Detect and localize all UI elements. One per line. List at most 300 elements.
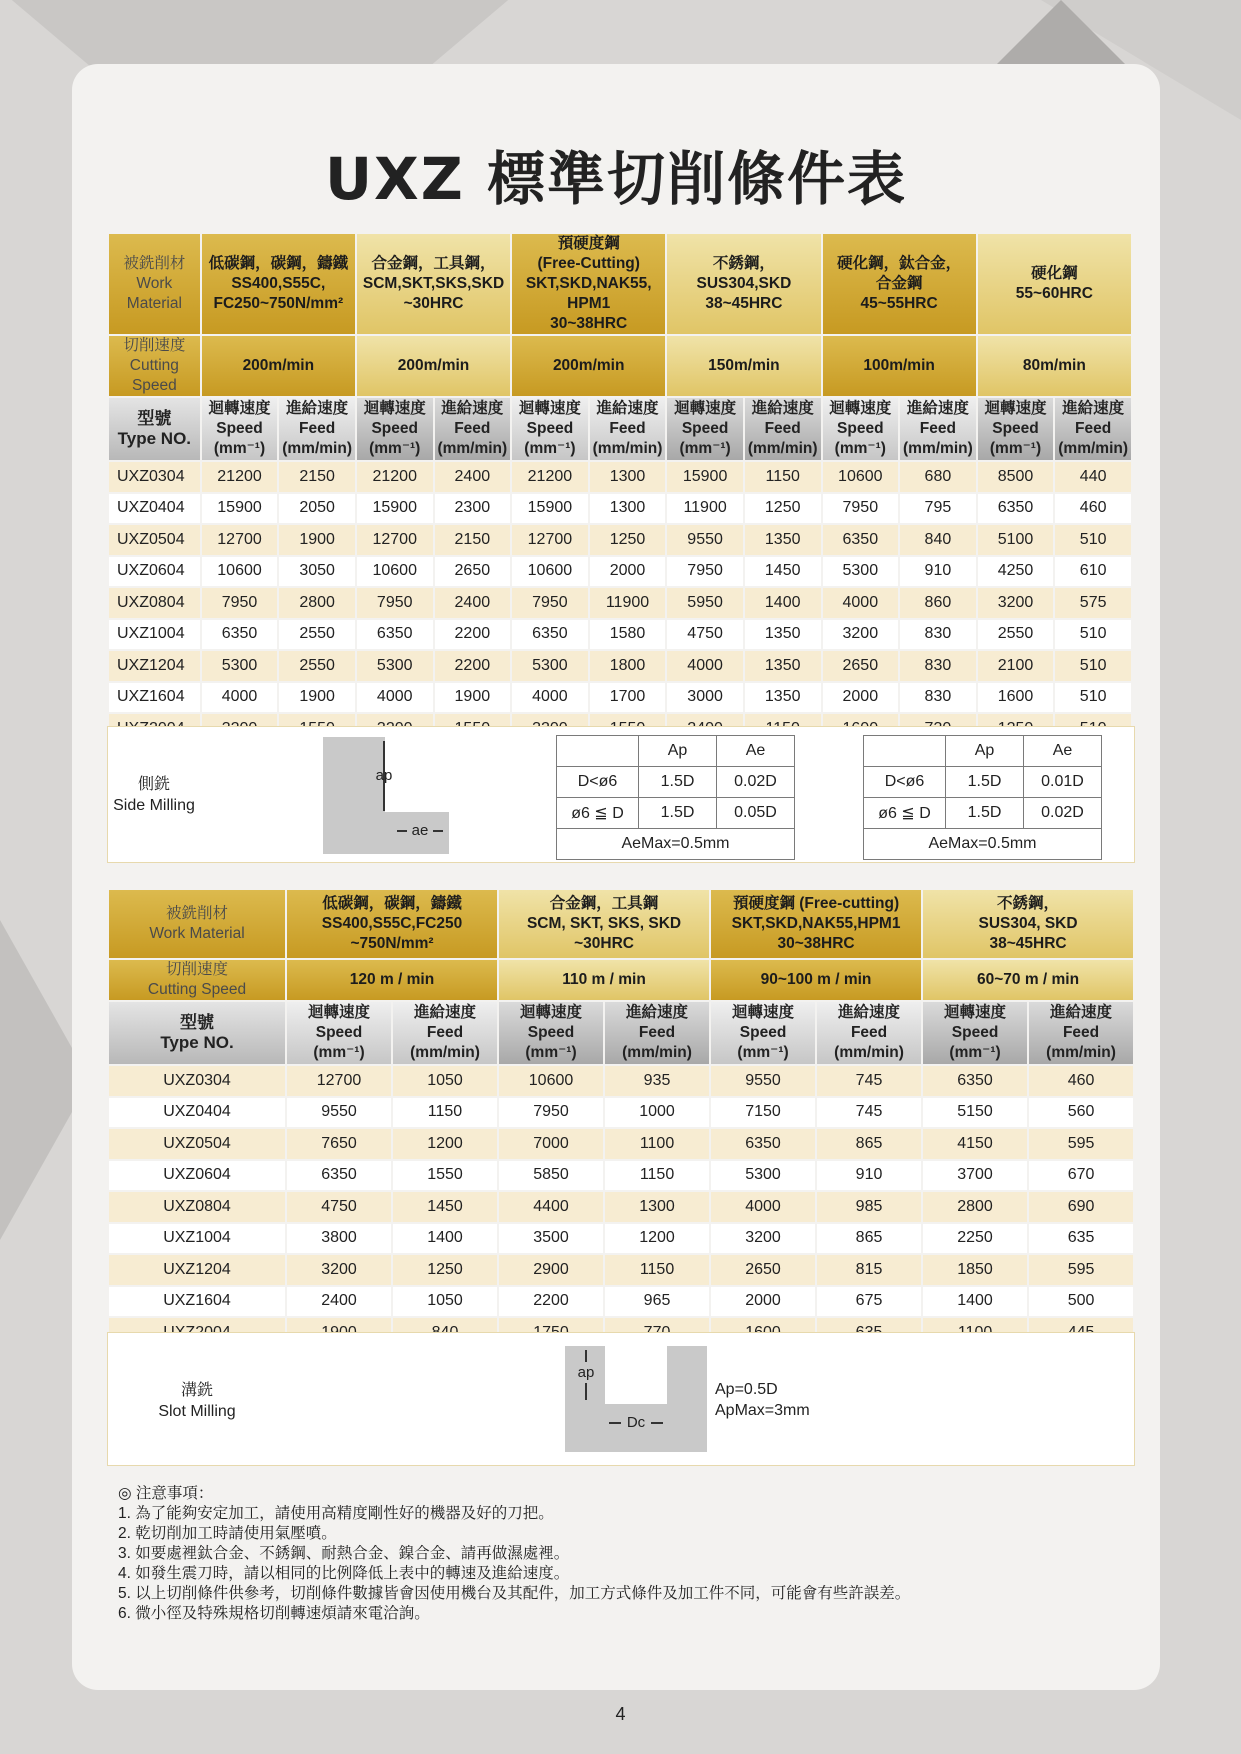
material-header-cell [498,889,710,959]
cell-line: (mm⁻¹) [737,1044,789,1061]
cell-line: 30~38HRC [550,315,628,332]
table-row [108,493,1132,525]
cell-line: Speed [739,1024,787,1041]
speed-value-cell: 2650 [710,1254,816,1286]
feed-column-header [589,397,667,461]
cell-line: HPM1 [567,295,611,312]
cell-line: SUS304, SKD [978,915,1078,932]
feed-value-cell: 1450 [744,556,822,588]
feed-value-cell: 510 [1054,682,1132,714]
type-no-cell: UXZ1604 [108,1286,286,1318]
type-no-cell: UXZ0404 [108,493,201,525]
cell-line: 迴轉速度 [984,400,1047,417]
cell-line: 進給速度 [596,400,659,417]
work-material-label [108,233,201,335]
speed-value-cell: 6350 [822,524,900,556]
note-item: 1. 為了能夠安定加工，請使用高精度剛性好的機器及好的刀把。 [118,1505,554,1522]
ae-max-note: AeMax=0.5mm [557,829,795,860]
cutting-speed-label [108,959,286,1001]
feed-value-cell: 1300 [604,1191,710,1223]
feed-value-cell: 11900 [589,587,667,619]
speed-value-cell: 4750 [666,619,744,651]
table-row [108,1191,1134,1223]
speed-value-cell: 5300 [822,556,900,588]
type-no-cell: UXZ0804 [108,1191,286,1223]
feed-value-cell: 1900 [434,682,512,714]
feed-column-header [278,397,356,461]
speed-value-cell: 2100 [977,650,1055,682]
feed-value-cell: 1050 [392,1065,498,1097]
cell-line: (mm⁻¹) [524,440,576,457]
speed-value-cell: 15900 [356,493,434,525]
speed-value-cell: 3800 [286,1223,392,1255]
feed-value-cell: 910 [899,556,977,588]
cell-line: (Free-Cutting) [537,255,640,272]
cell-line: Feed [638,1024,676,1041]
cutting-speed-cell: 100m/min [822,335,977,397]
cell-line: 合金鋼，工具鋼， [371,255,496,272]
feed-column-header [434,397,512,461]
cell-line: Feed [1075,420,1112,437]
feed-value-cell: 1150 [744,461,822,493]
speed-value-cell: 21200 [511,461,589,493]
cell-line: Feed [299,420,336,437]
cell-line: (mm⁻¹) [313,1044,365,1061]
mini-footer-row [864,829,1102,860]
cell-line: Speed [131,377,177,394]
mini-header-row [864,736,1102,767]
speed-column-header [356,397,434,461]
speed-value-cell: 7950 [822,493,900,525]
speed-value-cell: 2200 [498,1286,604,1318]
mini-cell: 0.02D [717,767,795,798]
feed-value-cell: 745 [816,1065,922,1097]
speed-value-cell: 2800 [922,1191,1028,1223]
cell-line: Feed [454,420,491,437]
cell-line: (mm⁻¹) [369,440,421,457]
type-no-cell: UXZ1004 [108,619,201,651]
material-header-cell [286,889,498,959]
speed-value-cell: 5850 [498,1160,604,1192]
speed-value-cell: 15900 [511,493,589,525]
speed-value-cell: 4000 [201,682,279,714]
dc-dimension-label: Dc [621,1412,651,1433]
cell-line: 進給速度 [441,400,504,417]
cell-line: ~30HRC [403,295,464,312]
cell-line: 迴轉速度 [518,400,581,417]
mini-header-cell: Ae [717,736,795,767]
cell-line: 預硬度鋼 (Free-cutting) [732,895,900,912]
cell-line: 30~38HRC [777,935,855,952]
cell-line: (mm/min) [834,1044,904,1061]
feed-value-cell: 460 [1028,1065,1134,1097]
mini-cell: D<ø6 [864,767,946,798]
slot-milling-diagram-area [107,1332,1135,1466]
material-header-row [108,889,1134,959]
speed-value-cell: 4000 [822,587,900,619]
slot-milling-notes: Ap=0.5D ApMax=3mm [715,1381,810,1419]
table-row [108,682,1132,714]
ap-dimension-label: ap [573,1362,599,1383]
cell-line: (mm/min) [1058,440,1129,457]
feed-value-cell: 865 [816,1128,922,1160]
feed-value-cell: 1250 [744,493,822,525]
speed-value-cell: 7950 [356,587,434,619]
table-row [108,1065,1134,1097]
type-no-cell: UXZ0304 [108,1065,286,1097]
speed-value-cell: 3200 [977,587,1055,619]
cell-line: 不銹鋼， [712,255,775,272]
speed-column-header [201,397,279,461]
feed-column-header [816,1001,922,1065]
feed-value-cell: 575 [1054,587,1132,619]
mini-cell: 0.01D [1024,767,1102,798]
feed-value-cell: 2050 [278,493,356,525]
speed-value-cell: 21200 [201,461,279,493]
cell-line: Type NO. [117,429,192,448]
cell-line: (mm/min) [592,440,663,457]
cell-line: SUS304,SKD [696,275,792,292]
speed-value-cell: 6350 [286,1160,392,1192]
cell-line: Work Material [149,925,245,942]
cutting-speed-cell: 120 m / min [286,959,498,1001]
speed-value-cell: 7950 [666,556,744,588]
table-row [108,461,1132,493]
cell-line: 進給速度 [626,1004,689,1021]
type-no-cell: UXZ1204 [108,650,201,682]
mini-cell: ø6 ≦ D [557,798,639,829]
mini-cell: 1.5D [639,798,717,829]
feed-value-cell: 1350 [744,619,822,651]
feed-value-cell: 935 [604,1065,710,1097]
feed-value-cell: 1200 [604,1223,710,1255]
feed-column-header [392,1001,498,1065]
feed-value-cell: 500 [1028,1286,1134,1318]
feed-value-cell: 2400 [434,587,512,619]
speed-value-cell: 2000 [710,1286,816,1318]
cell-line: SKT,SKD,NAK55,HPM1 [731,915,901,932]
cutting-speed-cell: 60~70 m / min [922,959,1134,1001]
feed-value-cell: 1200 [392,1128,498,1160]
speed-column-header [710,1001,816,1065]
note-item: 5. 以上切削條件供參考，切削條件數據皆會因使用機台及其配件，加工方式條件及加工件不同，可能會有些許誤差。 [118,1585,911,1602]
speed-value-cell: 7950 [498,1097,604,1129]
cell-line: 迴轉速度 [674,400,737,417]
speed-value-cell: 4000 [356,682,434,714]
ae-max-note: AeMax=0.5mm [864,829,1102,860]
cell-line: 進給速度 [751,400,814,417]
cell-line: (mm/min) [437,440,508,457]
cell-line: SS400,S55C,FC250 [321,915,463,932]
feed-value-cell: 2150 [278,461,356,493]
feed-value-cell: 830 [899,682,977,714]
cell-line: (mm/min) [747,440,818,457]
feed-value-cell: 965 [604,1286,710,1318]
feed-value-cell: 690 [1028,1191,1134,1223]
feed-value-cell: 1400 [392,1223,498,1255]
speed-value-cell: 2550 [977,619,1055,651]
background-triangle [991,0,1131,70]
cell-line: 不銹鋼， [997,895,1060,912]
feed-value-cell: 840 [899,524,977,556]
work-material-label [108,889,286,959]
speed-value-cell: 5300 [201,650,279,682]
feed-value-cell: 670 [1028,1160,1134,1192]
cell-line: 被銑削材 [123,255,186,272]
cell-line: 55~60HRC [1015,285,1093,302]
notes [118,1484,910,1624]
mini-header-cell: Ap [946,736,1024,767]
material-header-cell [710,889,922,959]
side-milling-parameter-table-2 [863,735,1102,860]
speed-value-cell: 2650 [822,650,900,682]
table-row [108,650,1132,682]
feed-value-cell: 610 [1054,556,1132,588]
cell-line: Cutting [129,357,179,374]
feed-value-cell: 1300 [589,493,667,525]
table-row [108,1286,1134,1318]
speed-value-cell: 5100 [977,524,1055,556]
feed-value-cell: 2200 [434,619,512,651]
cell-line: SCM, SKT, SKS, SKD [526,915,682,932]
speed-value-cell: 15900 [666,461,744,493]
speed-value-cell: 12700 [511,524,589,556]
cell-line: 預硬度鋼 [557,235,620,252]
slot-milling-diagram [565,1346,707,1452]
feed-value-cell: 595 [1028,1254,1134,1286]
speed-value-cell: 5300 [356,650,434,682]
cell-line: 進給速度 [838,1004,901,1021]
cell-line: 迴轉速度 [363,400,426,417]
table-row [108,1254,1134,1286]
cutting-speed-row [108,959,1134,1001]
feed-value-cell: 2400 [434,461,512,493]
mini-footer-row [557,829,795,860]
type-no-cell: UXZ0604 [108,1160,286,1192]
feed-value-cell: 1550 [392,1160,498,1192]
cell-line: (mm/min) [903,440,973,457]
feed-value-cell: 1350 [744,650,822,682]
cell-line: 迴轉速度 [208,400,271,417]
table-row [108,1128,1134,1160]
cell-line: (mm/min) [282,440,352,457]
speed-column-header [511,397,589,461]
cell-line: 低碳鋼，碳鋼，鑄鐵 [322,895,462,912]
cell-line: ~750N/mm² [350,935,434,952]
mini-row [864,798,1102,829]
speed-value-cell: 8500 [977,461,1055,493]
cell-line: 硬化鋼，鈦合金， [837,255,962,272]
cell-line: Speed [951,1024,999,1041]
speed-value-cell: 6350 [710,1128,816,1160]
cutting-speed-label [108,335,201,397]
slot-milling-label: 溝銑 Slot Milling [158,1382,236,1420]
speed-value-cell: 9550 [666,524,744,556]
speed-column-header [666,397,744,461]
feed-value-cell: 830 [899,650,977,682]
feed-value-cell: 440 [1054,461,1132,493]
feed-value-cell: 1700 [589,682,667,714]
feed-value-cell: 1150 [392,1097,498,1129]
cell-line: 切削速度 [165,961,228,978]
feed-column-header [744,397,822,461]
speed-column-header [977,397,1055,461]
speed-value-cell: 6350 [922,1065,1028,1097]
cutting-speed-cell: 110 m / min [498,959,710,1001]
cell-line: Feed [1062,1024,1100,1041]
note-item: 2. 乾切削加工時請使用氣壓噴。 [118,1525,337,1542]
table-row [108,1160,1134,1192]
mini-row [864,767,1102,798]
feed-value-cell: 1450 [392,1191,498,1223]
feed-value-cell: 680 [899,461,977,493]
cell-line: Speed [315,1024,363,1041]
mini-cell: 1.5D [946,767,1024,798]
speed-value-cell: 2250 [922,1223,1028,1255]
feed-value-cell: 675 [816,1286,922,1318]
cell-line: 型號 [137,409,172,428]
cell-line: (mm/min) [1046,1044,1116,1061]
page-title: UXZ 標準切削條件表 [324,145,908,213]
feed-value-cell: 1250 [589,524,667,556]
cell-line: 低碳鋼，碳鋼，鑄鐵 [208,255,349,272]
speed-value-cell: 6350 [356,619,434,651]
cutting-speed-cell: 80m/min [977,335,1132,397]
type-no-cell: UXZ1604 [108,682,201,714]
column-header-row [108,1001,1134,1065]
speed-value-cell: 4000 [511,682,589,714]
speed-value-cell: 4250 [977,556,1055,588]
ap-dimension-label: ap [375,767,393,784]
cell-line: Work [136,275,173,292]
cutting-speed-cell: 200m/min [356,335,511,397]
speed-column-header [286,1001,392,1065]
feed-value-cell: 815 [816,1254,922,1286]
feed-value-cell: 1900 [278,682,356,714]
mini-header-cell [557,736,639,767]
speed-value-cell: 5300 [710,1160,816,1192]
speed-value-cell: 10600 [201,556,279,588]
cell-line: Type NO. [160,1033,234,1052]
speed-value-cell: 10600 [356,556,434,588]
note-item: 3. 如要處裡鈦合金、不銹鋼、耐熱合金、鎳合金、請再做濕處裡。 [118,1545,570,1562]
mini-cell: 1.5D [946,798,1024,829]
feed-value-cell: 1400 [744,587,822,619]
speed-value-cell: 2000 [822,682,900,714]
cell-line: 進給速度 [1062,400,1125,417]
feed-value-cell: 560 [1028,1097,1134,1129]
feed-value-cell: 1250 [392,1254,498,1286]
feed-value-cell: 2200 [434,650,512,682]
table-row [108,1097,1134,1129]
speed-value-cell: 21200 [356,461,434,493]
cell-line: FC250~750N/mm² [213,295,344,312]
speed-value-cell: 11900 [666,493,744,525]
speed-value-cell: 9550 [710,1065,816,1097]
table-row [108,587,1132,619]
speed-value-cell: 4000 [666,650,744,682]
speed-value-cell: 12700 [356,524,434,556]
cell-line: 合金鋼 [875,275,923,292]
cell-line: 迴轉速度 [307,1004,370,1021]
type-no-label [108,397,201,461]
cell-line: Feed [850,1024,888,1041]
speed-value-cell: 7950 [511,587,589,619]
feed-value-cell: 510 [1054,524,1132,556]
feed-value-cell: 1150 [604,1254,710,1286]
feed-value-cell: 1300 [589,461,667,493]
type-no-cell: UXZ0304 [108,461,201,493]
cell-line: 硬化鋼 [1031,265,1078,282]
cell-line: Speed [371,420,418,437]
speed-value-cell: 3200 [710,1223,816,1255]
type-no-cell: UXZ0404 [108,1097,286,1129]
speed-value-cell: 5150 [922,1097,1028,1129]
material-header-cell [201,233,356,335]
material-header-cell [922,889,1134,959]
mini-header-cell: Ae [1024,736,1102,767]
cell-line: 38~45HRC [989,935,1067,952]
cell-line: 38~45HRC [705,295,783,312]
mini-row [557,767,795,798]
speed-value-cell: 5950 [666,587,744,619]
speed-value-cell: 4150 [922,1128,1028,1160]
cell-line: Speed [526,420,574,437]
mini-cell: ø6 ≦ D [864,798,946,829]
side-milling-label: 側銑 Side Milling [113,776,195,814]
cell-line: (mm⁻¹) [834,440,886,457]
speed-value-cell: 10600 [511,556,589,588]
type-no-cell: UXZ0504 [108,1128,286,1160]
side-milling-parameter-table-1 [556,735,795,860]
speed-value-cell: 1600 [977,682,1055,714]
material-header-cell [977,233,1132,335]
material-header-cell [666,233,821,335]
feed-value-cell: 2550 [278,650,356,682]
mini-row [557,798,795,829]
cell-line: 迴轉速度 [944,1004,1007,1021]
feed-column-header [1054,397,1132,461]
speed-value-cell: 7950 [201,587,279,619]
cell-line: SCM,SKT,SKS,SKD [362,275,505,292]
feed-value-cell: 745 [816,1097,922,1129]
cell-line: Feed [764,420,801,437]
material-header-cell [822,233,977,335]
material-header-cell [356,233,511,335]
feed-value-cell: 3050 [278,556,356,588]
column-header-row [108,397,1132,461]
speed-value-cell: 6350 [511,619,589,651]
cell-line: ~30HRC [574,935,634,952]
speed-value-cell: 2900 [498,1254,604,1286]
cell-line: Cutting Speed [147,981,247,998]
speed-value-cell: 15900 [201,493,279,525]
cell-line: 迴轉速度 [829,400,892,417]
ae-dimension-label: ae [407,820,433,841]
cell-line: (mm⁻¹) [989,440,1042,457]
feed-value-cell: 2300 [434,493,512,525]
feed-value-cell: 985 [816,1191,922,1223]
cell-line: (mm/min) [622,1044,692,1061]
cell-line: Material [126,295,182,312]
slot-milling-table [107,888,1135,1350]
feed-value-cell: 795 [899,493,977,525]
note-item: 6. 微小徑及特殊規格切削轉速煩請來電洽詢。 [118,1605,430,1622]
table-row [108,556,1132,588]
feed-value-cell: 1050 [392,1286,498,1318]
cell-line: (mm⁻¹) [679,440,731,457]
cell-line: 45~55HRC [860,295,938,312]
